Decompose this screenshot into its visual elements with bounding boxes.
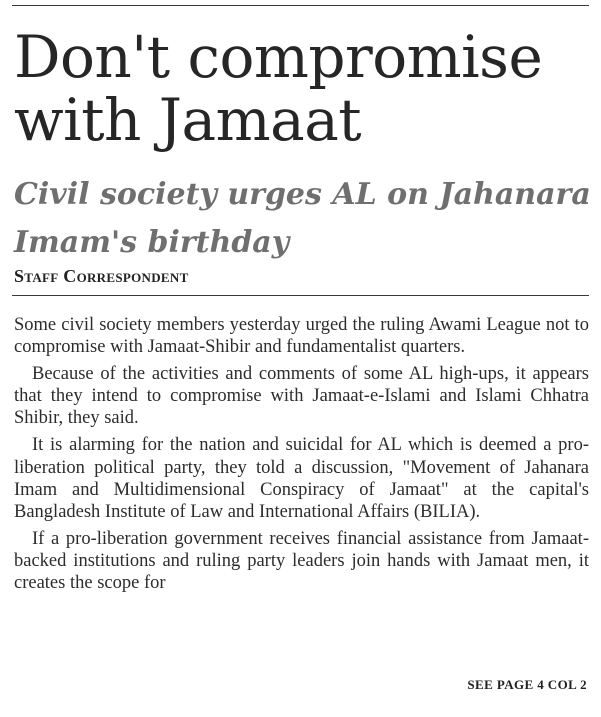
article-paragraph-2: Because of the activities and comments of some AL high-ups, it appears that they intend to compromise with Jamaat-e-Islami and Islami Chhatra Shibir, they said. (14, 364, 589, 429)
headline: Don't compromise with Jamaat (14, 23, 543, 154)
byline: Staff Correspondent (14, 266, 189, 286)
article-body (14, 314, 589, 599)
article-paragraph-3: It is alarming for the nation and suicidal for AL which is deemed a pro-liberation political party, they told a discussion, "Movement of Jahanara Imam and Multidimensional Conspiracy of Jamaat" at the capital's Bangladesh Institute of Law and International Affairs (BILIA). (14, 435, 589, 522)
article-paragraph-1: Some civil society members yesterday urged the ruling Awami League not to compromise with Jamaat-Shibir and fundamentalist quarters. (14, 315, 589, 358)
subheadline: Civil society urges AL on Jahanara Imam's birthday (14, 177, 591, 260)
byline-rule (12, 295, 589, 296)
top-rule (12, 5, 589, 6)
continuation-jump-line: SEE PAGE 4 COL 2 (467, 677, 587, 692)
article-paragraph-4: If a pro-liberation government receives financial assistance from Jamaat-backed institutions and ruling party leaders join hands with Jamaat men, it creates the scope for (14, 528, 589, 594)
